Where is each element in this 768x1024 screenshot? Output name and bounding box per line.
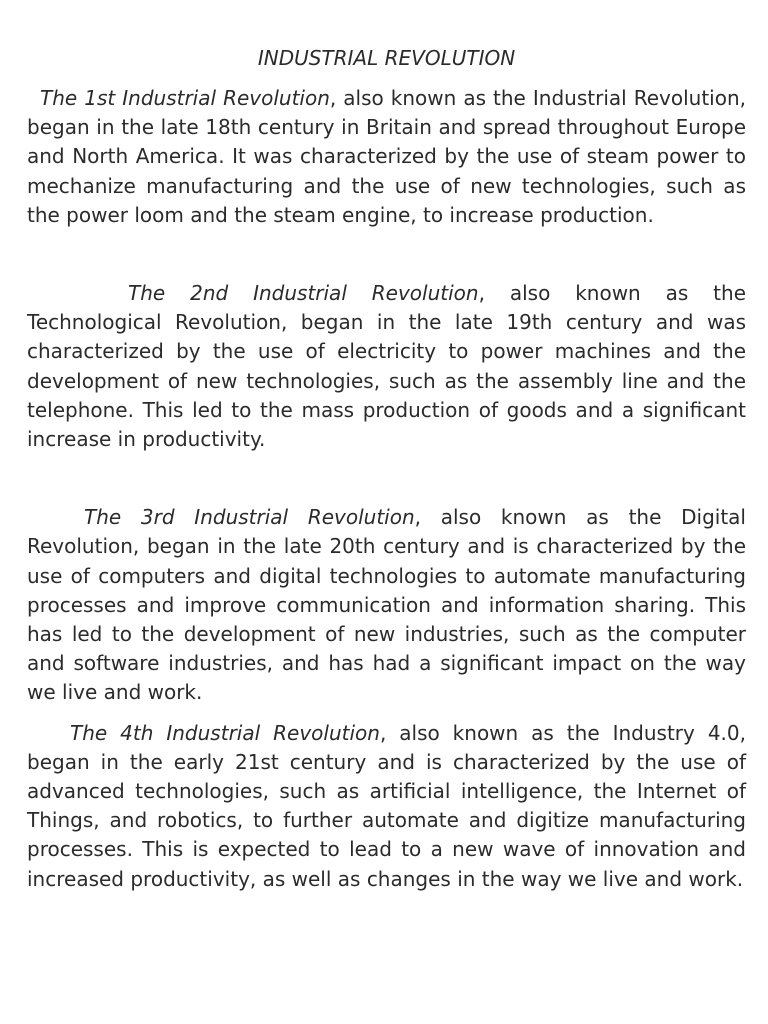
paragraph-lead: The 4th Industrial Revolution [70,720,380,745]
paragraph-lead: The 1st Industrial Revolution [40,86,330,110]
paragraph-lead: The 3rd Industrial Revolution [84,505,415,530]
paragraph-second-industrial-revolution [27,279,746,454]
paragraph-body: , also known as the Industry 4.0, began in the early 21st century and is characterized by the use of advanced technologies, such as artificial intelligence, the Internet of Things, and robotics, to further automate and digitize manufacturing processes. This is expected to lead to a new wave of innovation and increased productivity, as well as changes in the way we live and work. [27,720,746,891]
paragraph-lead: The 2nd Industrial Revolution [128,281,479,306]
document-title: INDUSTRIAL REVOLUTION [257,46,516,70]
paragraph-body: , also known as the Digital Revolution, began in the late 20th century and is characterized by the use of computers and digital technologies to automate manufacturing processes and improve communication and information sharing. This has led to the development of new industries, such as the computer and software industries, and has had a significant impact on the way we live and work. [27,505,746,705]
paragraph-first-industrial-revolution [27,84,746,230]
paragraph-fourth-industrial-revolution [27,719,746,894]
paragraph-body: , also known as the Industrial Revolution, began in the late 18th century in Britain and spread throughout Europe and North America. It was characterized by the use of steam power to mechanize manufacturing and the use of new technologies, such as the power loom and the steam engine, to increase production. [27,86,746,227]
document-page [27,44,746,894]
paragraph-body: , also known as the Technological Revolution, began in the late 19th century and was characterized by the use of electricity to power machines and the development of new technologies, such as the assembly line and the telephone. This led to the mass production of goods and a significant increase in productivity. [27,281,747,452]
paragraph-third-industrial-revolution [27,503,746,707]
